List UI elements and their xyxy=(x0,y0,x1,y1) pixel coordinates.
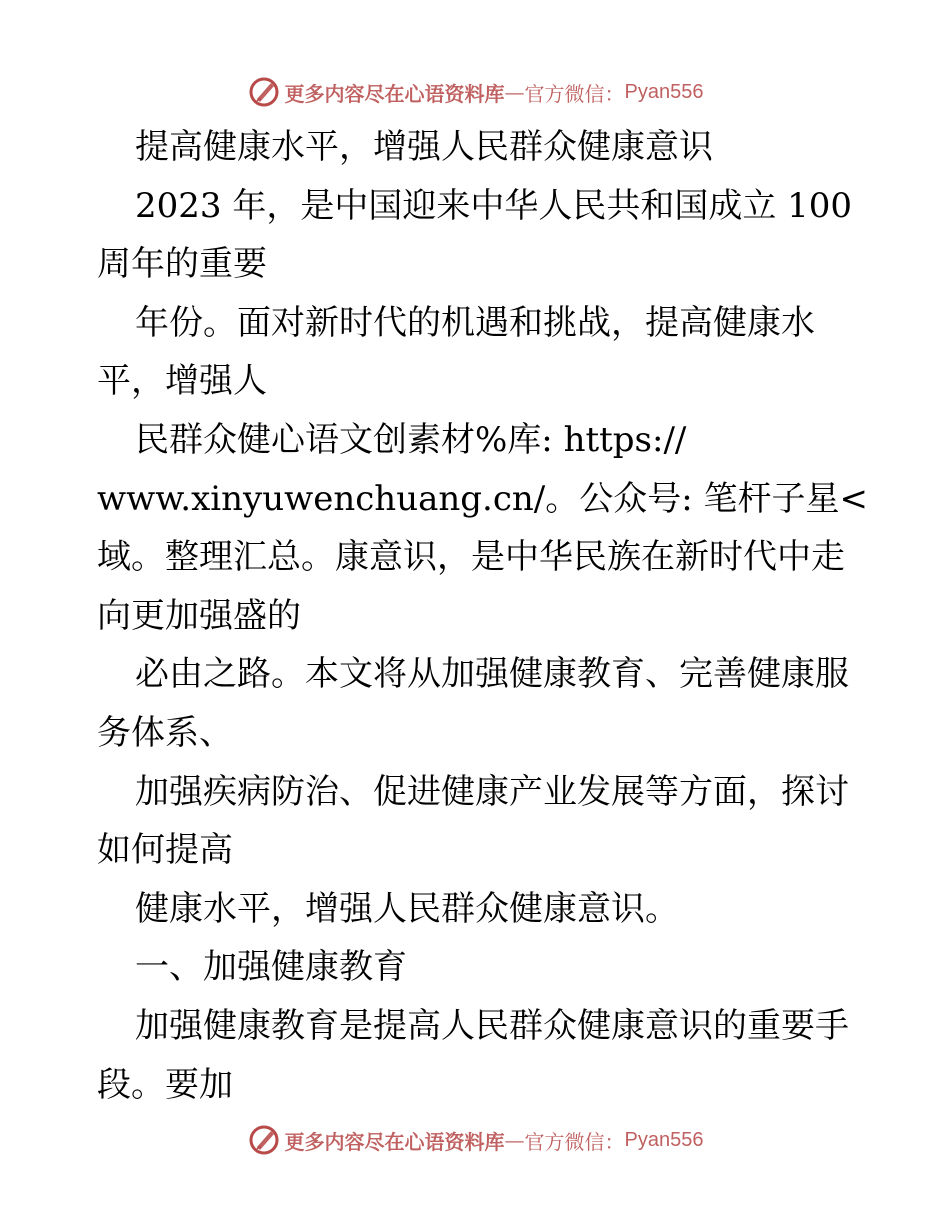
banner-wechat-id: Pyan556 xyxy=(624,1128,704,1151)
document-body xyxy=(97,118,868,1114)
banner-separator: — xyxy=(504,80,525,104)
paragraph-line: 民群众健心语文创素材%库: https:// xyxy=(135,419,687,460)
paragraph-line: 如何提高 xyxy=(97,830,233,871)
paragraph-line: 2023 年，是中国迎来中华人民共和国成立 100 xyxy=(135,185,853,226)
paragraph-line: 必由之路。本文将从加强健康教育、完善健康服 xyxy=(135,654,849,695)
paragraph-line: 加强健康教育是提高人民群众健康意识的重要手 xyxy=(135,1005,849,1046)
document-title: 提高健康水平，增强人民群众健康意识 xyxy=(135,127,713,167)
quill-pen-logo-icon xyxy=(247,75,281,109)
banner-brand-text: 更多内容尽在心语资料库 xyxy=(284,1129,505,1154)
banner-separator: — xyxy=(504,1128,525,1152)
paragraph-line: www.xinyuwenchuang.cn/。公众号: 笔杆子星< xyxy=(97,478,868,519)
banner-wechat-id: Pyan556 xyxy=(624,80,704,103)
quill-pen-logo-icon xyxy=(247,1123,281,1157)
paragraph-line: 域。整理汇总。康意识，是中华民族在新时代中走 xyxy=(97,537,845,578)
paragraph-line: 加强疾病防治、促进健康产业发展等方面，探讨 xyxy=(135,771,849,812)
footer-banner xyxy=(0,1120,950,1160)
paragraph-line: 平，增强人 xyxy=(97,361,267,402)
paragraph-line: 周年的重要 xyxy=(97,244,267,285)
paragraph-line: 务体系、 xyxy=(97,712,233,753)
banner-wechat-label: 官方微信： xyxy=(524,81,625,106)
banner-wechat-label: 官方微信： xyxy=(524,1129,625,1154)
paragraph-line: 向更加强盛的 xyxy=(97,595,301,636)
header-banner xyxy=(0,72,950,112)
section-heading: 一、加强健康教育 xyxy=(135,947,407,988)
paragraph-line: 健康水平，增强人民群众健康意识。 xyxy=(135,888,679,929)
paragraph-line: 年份。面对新时代的机遇和挑战，提高健康水 xyxy=(135,302,815,343)
banner-brand-text: 更多内容尽在心语资料库 xyxy=(284,81,505,106)
paragraph-line: 段。要加 xyxy=(97,1064,233,1105)
